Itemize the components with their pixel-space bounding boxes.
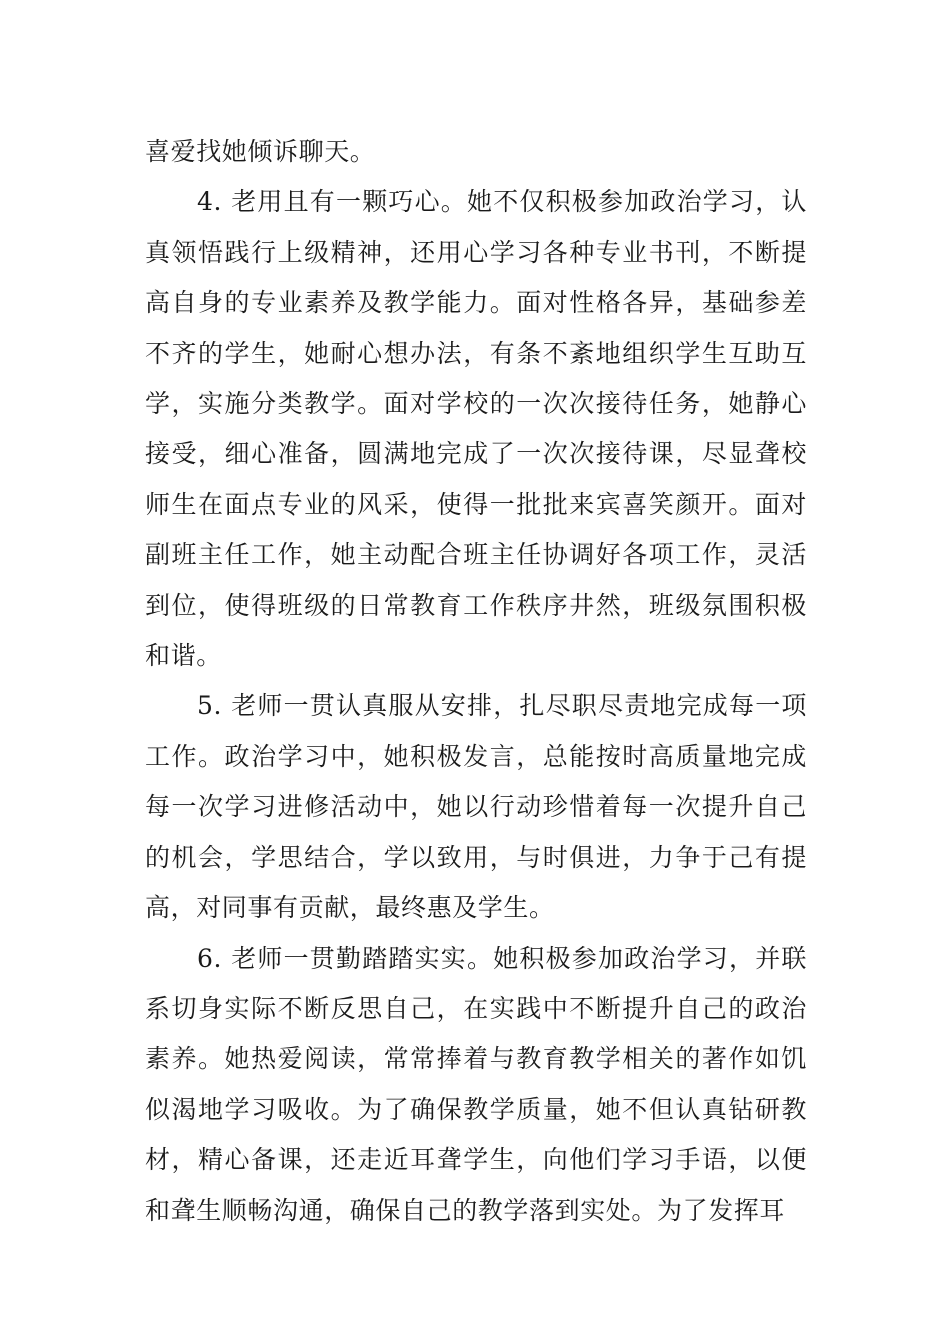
paragraph-continuation: 喜爱找她倾诉聊天。 <box>145 137 376 166</box>
document-body <box>145 127 807 1236</box>
paragraph-item-4: 4. 老用且有一颗巧心。她不仅积极参加政治学习，认真领悟践行上级精神，还用心学习各种专业书刊，不断提高自身的专业素养及教学能力。面对性格各异，基础参差不齐的学生，她耐心想办法，有条不紊地组织学生互助互学，实施分类教学。面对学校的一次次接待任务，她静心接受，细心准备，圆满地完成了一次次接待课，尽显聋校师生在面点专业的风采，使得一批批来宾喜笑颜开。面对副班主任工作，她主动配合班主任协调好各项工作，灵活到位，使得班级的日常教育工作秩序井然，班级氛围积极和谐。 <box>145 187 807 671</box>
paragraph-item-5: 5. 老师一贯认真服从安排，扎尽职尽责地完成每一项工作。政治学习中，她积极发言，总能按时高质量地完成每一次学习进修活动中，她以行动珍惜着每一次提升自己的机会，学思结合，学以致用，与时俱进，力争于己有提高，对同事有贡献，最终惠及学生。 <box>145 691 807 923</box>
paragraph-item-6: 6. 老师一贯勤踏踏实实。她积极参加政治学习，并联系切身实际不断反思自己，在实践中不断提升自己的政治素养。她热爱阅读，常常捧着与教育教学相关的著作如饥似渴地学习吸收。为了确保教学质量，她不但认真钻研教材，精心备课，还走近耳聋学生，向他们学习手语，以便和聋生顺畅沟通，确保自己的教学落到实处。为了发挥耳 <box>145 943 807 1225</box>
